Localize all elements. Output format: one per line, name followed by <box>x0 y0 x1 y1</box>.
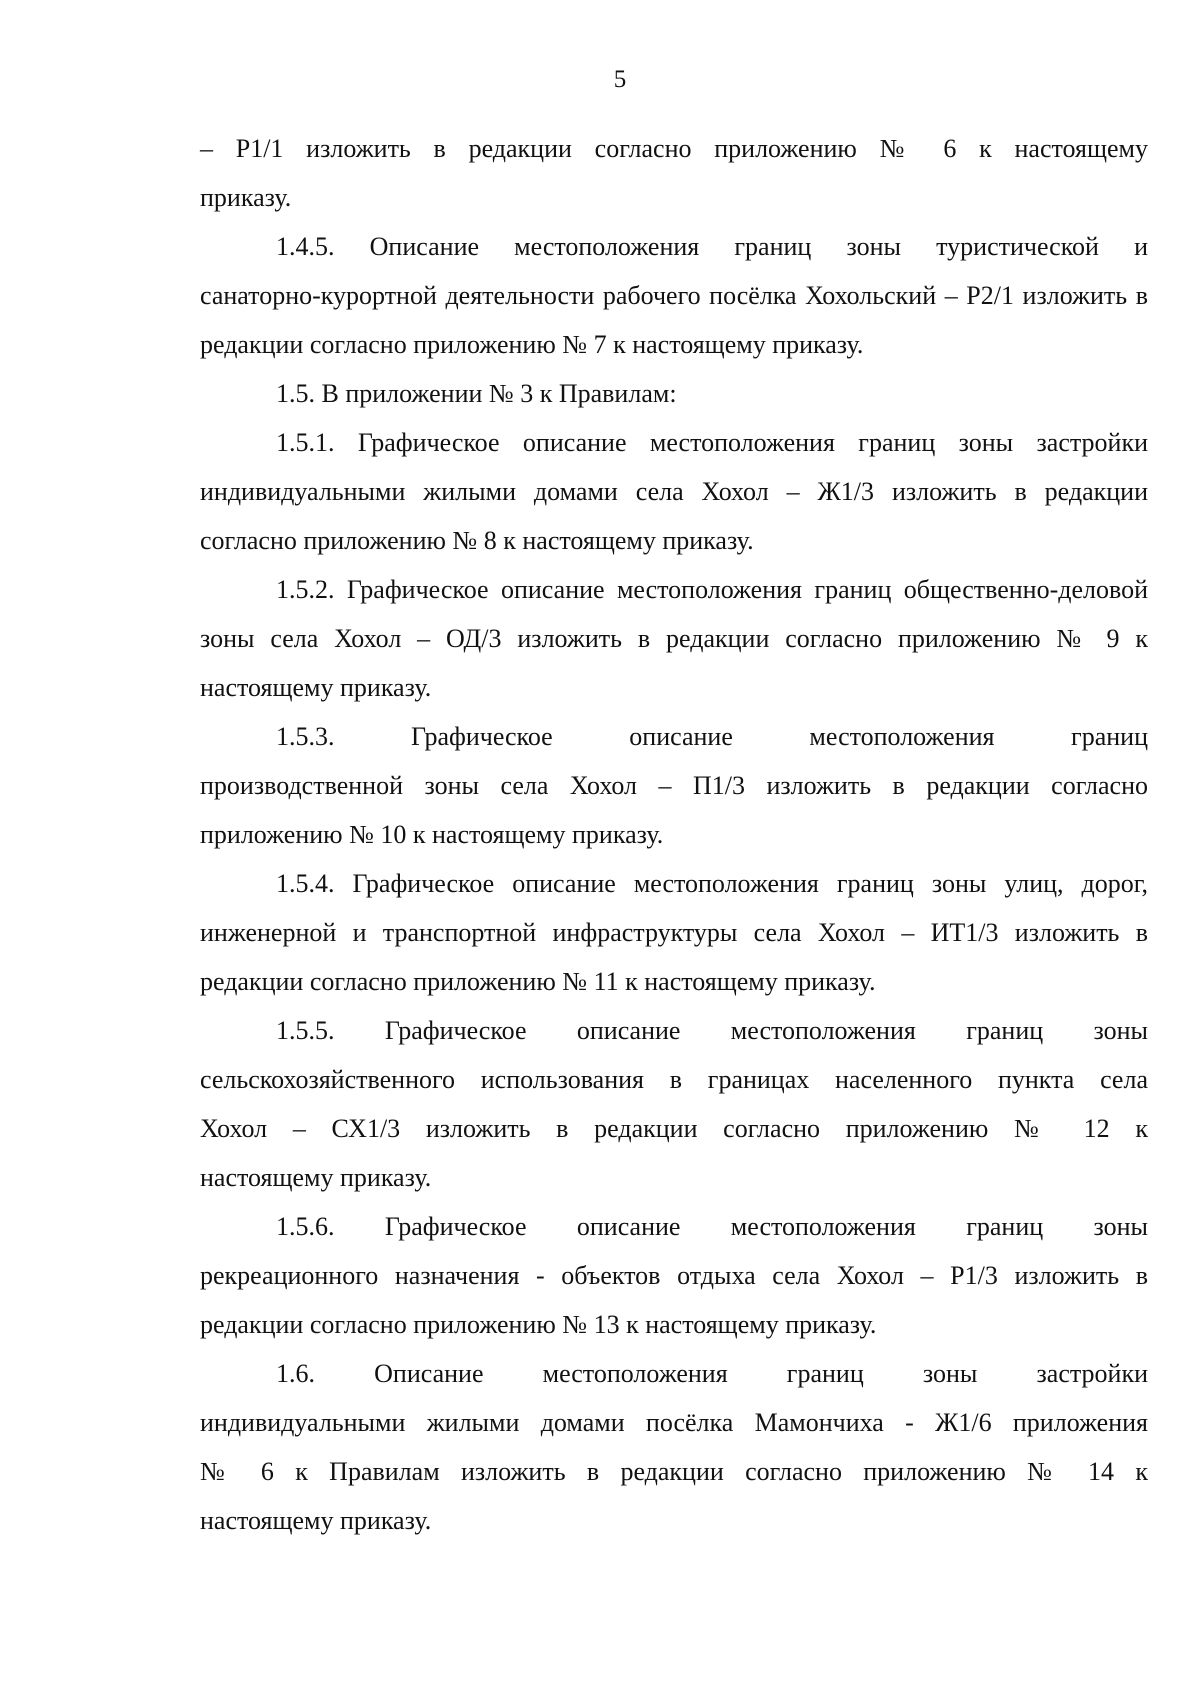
paragraph-1-5-2: 1.5.2. Графическое описание местоположения границ общественно-деловой зоны села Хохол – ОД/3 изложить в редакции согласно приложению № 9 к настоящему приказу. <box>200 575 1148 702</box>
page-number: 5 <box>613 66 627 93</box>
paragraph-1-4-5-first-line: 1.4.5. Описание местоположения границ зоны туристической и <box>276 232 1148 261</box>
paragraph-1-6-first-line: 1.6. Описание местоположения границ зоны застройки <box>276 1359 1148 1388</box>
paragraph-1-5-4: 1.5.4. Графическое описание местоположения границ зоны улиц, дорог, инженерной и транспортной инфраструктуры села Хохол – ИТ1/3 изложить в редакции согласно приложению № 11 к настоящему приказу. <box>200 869 1148 996</box>
paragraph-1-5-5-first-line: 1.5.5. Графическое описание местоположения границ зоны <box>276 1016 1148 1045</box>
paragraph-1-5-6-first-line: 1.5.6. Графическое описание местоположения границ зоны <box>276 1212 1148 1241</box>
paragraph-1-5-6-rest: рекреационного назначения - объектов отдыха села Хохол – Р1/3 изложить в редакции согласно приложению № 13 к настоящему приказу. <box>200 1261 1148 1339</box>
paragraph-1-6-third-line: № 6 к Правилам изложить в редакции согласно приложению № 14 к <box>200 1457 1148 1486</box>
paragraph-continuation-line: – Р1/1 изложить в редакции согласно приложению № 6 к настоящему <box>200 134 1148 163</box>
paragraph-1-5-3-rest: производственной зоны села Хохол – П1/3 изложить в редакции согласно приложению № 10 к настоящему приказу. <box>200 771 1148 849</box>
paragraph-1-5: 1.5. В приложении № 3 к Правилам: <box>276 379 677 408</box>
paragraph-1-5-1: 1.5.1. Графическое описание местоположения границ зоны застройки индивидуальными жилыми домами села Хохол – Ж1/3 изложить в редакции согласно приложению № 8 к настоящему приказу. <box>200 428 1148 555</box>
paragraph-continuation-end: приказу. <box>200 183 292 212</box>
paragraph-1-6-last-line: настоящему приказу. <box>200 1506 432 1535</box>
paragraph-1-4-5-rest: санаторно-курортной деятельности рабочего посёлка Хохольский – Р2/1 изложить в редакции согласно приложению № 7 к настоящему приказу. <box>200 281 1148 359</box>
paragraph-1-5-3-first-line: 1.5.3. Графическое описание местоположения границ <box>276 722 1148 751</box>
paragraph-1-5-5-last-line: настоящему приказу. <box>200 1163 432 1192</box>
document-body <box>200 124 1148 1545</box>
paragraph-1-5-5-third-line: Хохол – СХ1/3 изложить в редакции согласно приложению № 12 к <box>200 1114 1148 1143</box>
paragraph-1-5-5-second-line: сельскохозяйственного использования в границах населенного пункта села <box>200 1065 1148 1094</box>
paragraph-1-6-second-line: индивидуальными жилыми домами посёлка Мамончиха - Ж1/6 приложения <box>200 1408 1148 1437</box>
